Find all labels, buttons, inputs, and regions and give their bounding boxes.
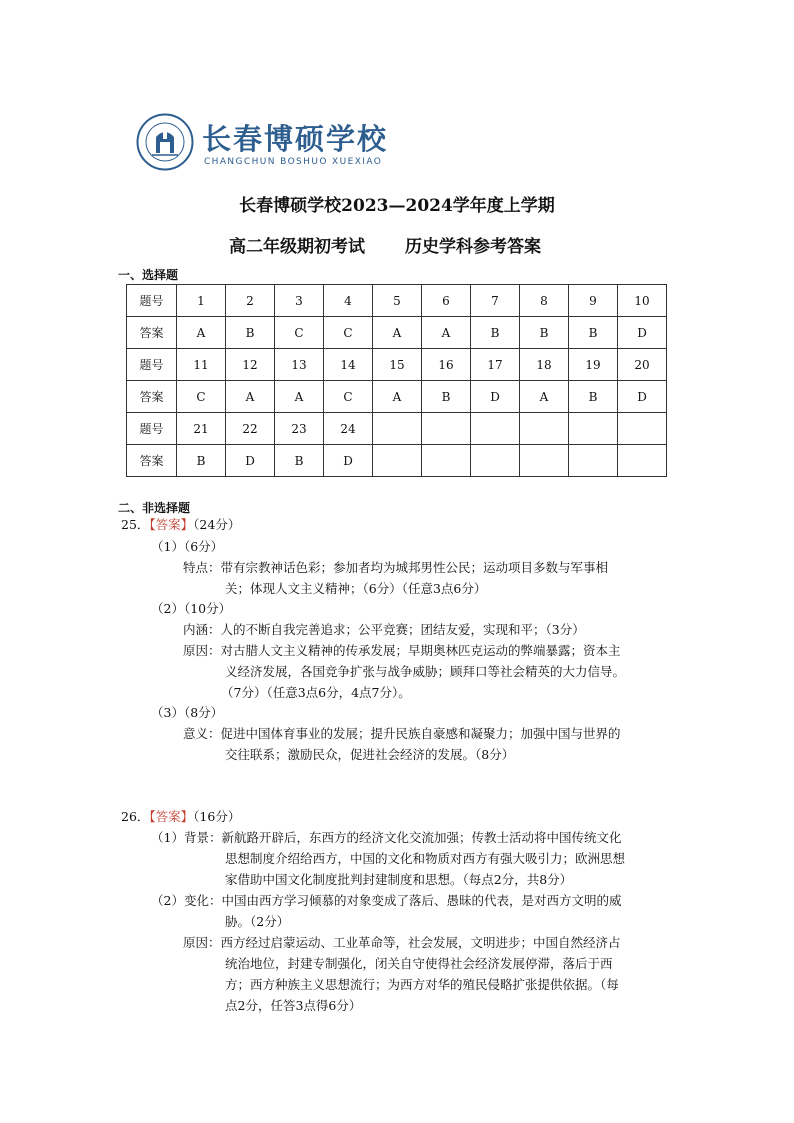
q25-score: （24分） (193, 517, 241, 532)
q26-part2-line: 点2分，任答3点得6分） (225, 998, 362, 1013)
section-multiple-choice-heading: 一、选择题 (118, 268, 179, 282)
question-number-cell: 22 (226, 413, 275, 445)
q26-part2-line: 原因：西方经过启蒙运动、工业革命等，社会发展，文明进步；中国自然经济占 (183, 935, 621, 950)
q25-part3-line: 交往联系；激励民众，促进社会经济的发展。（8分） (225, 747, 515, 762)
question-number-cell (373, 413, 422, 445)
answer-cell: B (177, 445, 226, 477)
answer-cell: B (422, 381, 471, 413)
row-label: 答案 (127, 317, 177, 349)
q26-part2-line: 统治地位，封建专制强化，闭关自守使得社会经济发展停滞，落后于西 (225, 956, 613, 971)
question-number-cell: 9 (569, 285, 618, 317)
document-subtitle (229, 232, 541, 257)
question-number-cell: 11 (177, 349, 226, 381)
answer-cell (618, 445, 667, 477)
answer-cell: A (373, 317, 422, 349)
answer-cell: C (275, 317, 324, 349)
question-number-cell: 13 (275, 349, 324, 381)
section-non-choice-heading: 二、非选择题 (118, 501, 191, 515)
question-number-row (127, 285, 667, 317)
question-number-cell: 18 (520, 349, 569, 381)
q26-answer-tag: 【答案】 (149, 809, 194, 824)
question-number-cell (471, 413, 520, 445)
question-number-cell: 6 (422, 285, 471, 317)
answer-cell (422, 445, 471, 477)
answer-cell: A (520, 381, 569, 413)
q25-part2-heading: （2）（10分） (151, 601, 232, 616)
question-number-cell: 16 (422, 349, 471, 381)
q25-part2-line: 内涵：人的不断自我完善追求；公平竞赛；团结友爱，实现和平；（3分） (183, 622, 585, 637)
question-number-cell: 5 (373, 285, 422, 317)
school-name-en: CHANGCHUN BOSHUO XUEXIAO (204, 157, 383, 167)
answer-cell: B (520, 317, 569, 349)
answer-row (127, 381, 667, 413)
question-number-cell: 15 (373, 349, 422, 381)
question-number-cell: 8 (520, 285, 569, 317)
answer-cell: B (569, 381, 618, 413)
q26-part2-line: 胁。（2分） (225, 914, 290, 929)
answer-cell (471, 445, 520, 477)
q26-part2-line: （2）变化：中国由西方学习倾慕的对象变成了落后、愚昧的代表，是对西方文明的威 (151, 893, 622, 908)
q25-part3-line: 意义：促进中国体育事业的发展；提升民族自豪感和凝聚力；加强中国与世界的 (183, 726, 621, 741)
answer-cell: D (226, 445, 275, 477)
q26-part1-line: 家借助中国文化制度批判封建制度和思想。（每点2分，共8分） (225, 872, 573, 887)
question-number-cell (520, 413, 569, 445)
q26-heading (121, 811, 240, 824)
answer-cell: C (324, 317, 373, 349)
row-label: 答案 (127, 445, 177, 477)
school-seal-icon (136, 113, 194, 171)
question-number-cell: 7 (471, 285, 520, 317)
answer-table (126, 284, 667, 477)
answer-row (127, 317, 667, 349)
answer-cell: B (226, 317, 275, 349)
document-title: 长春博硕学校2023—2024学年度上学期 (239, 196, 555, 216)
answer-cell: C (324, 381, 373, 413)
answer-cell: A (226, 381, 275, 413)
question-number-cell: 4 (324, 285, 373, 317)
q26-number: 26． (121, 809, 150, 824)
q26-part1-line: 思想制度介绍给西方，中国的文化和物质对西方有强大吸引力；欧洲思想 (225, 851, 626, 866)
answer-cell: D (471, 381, 520, 413)
answer-cell: D (618, 317, 667, 349)
row-label: 题号 (127, 413, 177, 445)
answer-cell (520, 445, 569, 477)
answer-cell: A (177, 317, 226, 349)
answer-cell: C (177, 381, 226, 413)
question-number-cell: 21 (177, 413, 226, 445)
school-logo (136, 113, 396, 175)
question-number-cell (422, 413, 471, 445)
row-label: 答案 (127, 381, 177, 413)
answer-cell: A (373, 381, 422, 413)
q25-part2-line: 原因：对古腊人文主义精神的传承发展；早期奥林匹克运动的弊端暴露；资本主 (183, 643, 621, 658)
q25-part1-line: 关；体现人文主义精神；（6分）（任意3点6分） (225, 581, 487, 596)
subtitle-subject: 历史学科参考答案 (405, 237, 541, 257)
question-number-cell: 19 (569, 349, 618, 381)
answer-cell: B (569, 317, 618, 349)
question-number-cell: 17 (471, 349, 520, 381)
question-number-cell: 23 (275, 413, 324, 445)
q25-heading (121, 519, 240, 532)
q25-part1-heading: （1）（6分） (151, 539, 224, 554)
q26-score: （16分） (193, 809, 241, 824)
q25-number: 25． (121, 517, 150, 532)
answer-cell: A (275, 381, 324, 413)
answer-cell: D (618, 381, 667, 413)
question-number-cell: 12 (226, 349, 275, 381)
q25-part1-line: 特点：带有宗教神话色彩；参加者均为城邦男性公民；运动项目多数与军事相 (183, 560, 609, 575)
question-number-cell: 10 (618, 285, 667, 317)
answer-cell: B (471, 317, 520, 349)
q25-answer-tag: 【答案】 (149, 517, 194, 532)
subtitle-exam: 高二年级期初考试 (229, 237, 365, 257)
q26-part2-line: 方；西方种族主义思想流行；为西方对华的殖民侵略扩张提供依据。（每 (225, 977, 619, 992)
question-number-cell (618, 413, 667, 445)
question-number-cell (569, 413, 618, 445)
question-number-cell: 1 (177, 285, 226, 317)
question-number-cell: 20 (618, 349, 667, 381)
question-number-cell: 3 (275, 285, 324, 317)
answer-cell: B (275, 445, 324, 477)
row-label: 题号 (127, 349, 177, 381)
answer-row (127, 445, 667, 477)
question-number-row (127, 349, 667, 381)
question-number-cell: 14 (324, 349, 373, 381)
answer-cell (569, 445, 618, 477)
question-number-row (127, 413, 667, 445)
row-label: 题号 (127, 285, 177, 317)
answer-cell (373, 445, 422, 477)
q25-part2-line: （7分）（任意3点6分，4点7分）。 (221, 685, 411, 700)
answer-cell: D (324, 445, 373, 477)
answer-cell: A (422, 317, 471, 349)
q25-part3-heading: （3）（8分） (151, 705, 224, 720)
q26-part1-line: （1）背景：新航路开辟后，东西方的经济文化交流加强；传教士活动将中国传统文化 (151, 830, 622, 845)
school-name-cn: 长春博硕学校 (202, 122, 389, 156)
question-number-cell: 24 (324, 413, 373, 445)
q25-part2-line: 义经济发展，各国竞争扩张与战争威胁；顾拜口等社会精英的大力信导。 (225, 664, 626, 679)
question-number-cell: 2 (226, 285, 275, 317)
